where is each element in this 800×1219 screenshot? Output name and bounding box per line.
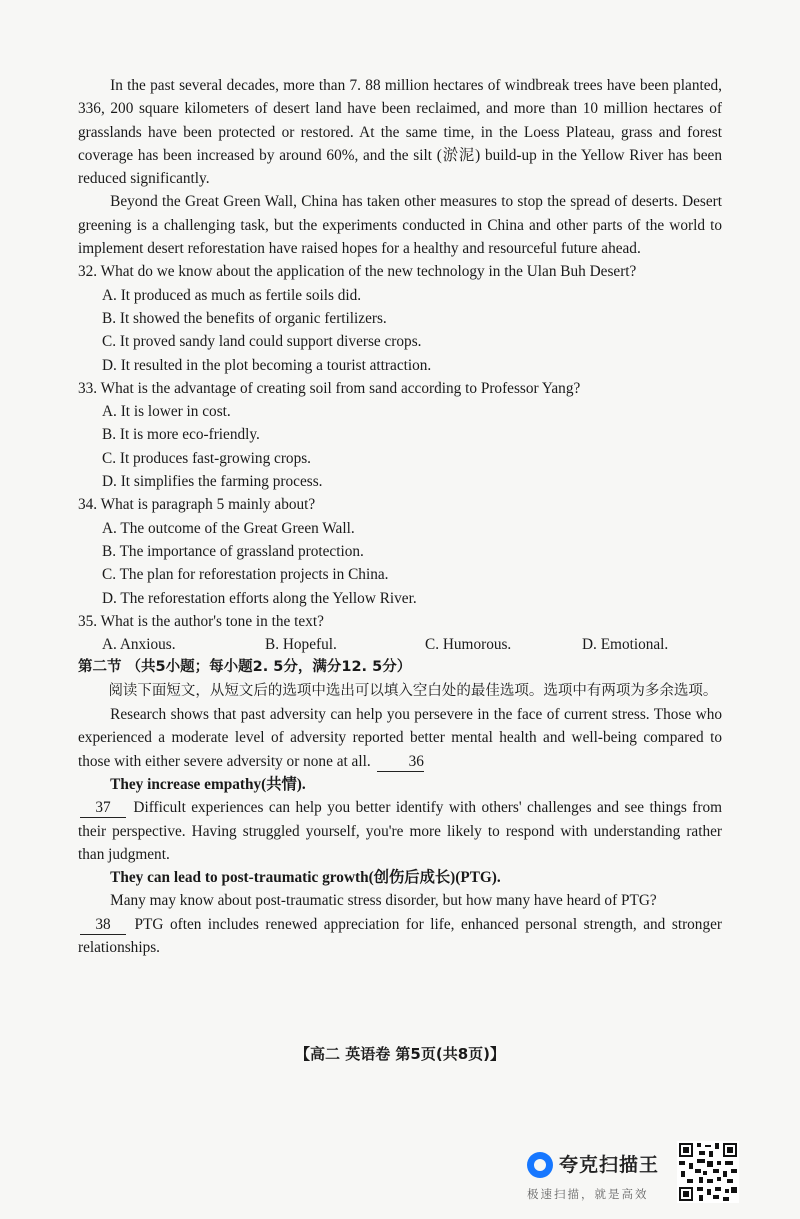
option-b: B. Hopeful. <box>265 636 337 654</box>
question-32 <box>78 260 722 376</box>
section-instruction: 阅读下面短文，从短文后的选项中选出可以填入空白处的最佳选项。选项中有两项为多余选项。 <box>108 682 718 699</box>
brand-name: 夸克扫描王 <box>559 1154 660 1176</box>
option-a: A. Anxious. <box>102 636 176 654</box>
question-stem: 32. What do we know about the application of the new technology in the Ulan Buh Desert? <box>78 263 637 281</box>
page-footer: 【高二 英语卷 第5页(共8页)】 <box>294 1045 506 1063</box>
cloze-paragraph-4 <box>78 913 722 960</box>
option-a: A. The outcome of the Great Green Wall. <box>102 519 355 537</box>
cloze-text: Research shows that past adversity can help you persevere in the face of current stress. Those who experienced a moderate level of adversity reported better mental health and well-being compared to those with either severe adversity or none at all. <box>78 706 722 770</box>
subheading-ptg: They can lead to post-traumatic growth(创伤后成长)(PTG). <box>110 869 501 887</box>
passage-paragraph-5: Beyond the Great Green Wall, China has taken other measures to stop the spread of deserts. Desert greening is a challenging task, but the experiments conducted in China and other parts of the world to implement desert reforestation have raised hopes for a healthy and resourceful future ahead. <box>78 193 722 258</box>
blank-38: 38 <box>80 916 126 935</box>
option-d: D. It simplifies the farming process. <box>102 473 323 491</box>
option-d: D. It resulted in the plot becoming a tourist attraction. <box>102 356 432 374</box>
question-stem: 35. What is the author's tone in the text? <box>78 612 324 630</box>
question-stem: 33. What is the advantage of creating soil from sand according to Professor Yang? <box>78 379 581 397</box>
section-heading: 第二节 （共5小题；每小题2. 5分，满分12. 5分） <box>78 659 412 676</box>
cloze-paragraph-1 <box>78 703 722 773</box>
option-b: B. The importance of grassland protection. <box>102 542 364 560</box>
cloze-paragraph-2 <box>78 796 722 866</box>
cloze-paragraph-3: Many may know about post-traumatic stress disorder, but how many have heard of PTG? <box>110 892 657 910</box>
cloze-text: PTG often includes renewed appreciation for life, enhanced personal strength, and stronger relationships. <box>78 915 722 956</box>
option-b: B. It showed the benefits of organic fertilizers. <box>102 309 387 327</box>
option-d: D. Emotional. <box>582 636 669 654</box>
option-d: D. The reforestation efforts along the Yellow River. <box>102 589 417 607</box>
scanner-watermark <box>525 1148 675 1204</box>
question-35 <box>78 610 722 657</box>
option-c: C. Humorous. <box>425 636 512 654</box>
question-34 <box>78 493 722 609</box>
option-a: A. It is lower in cost. <box>102 403 231 421</box>
quark-logo-icon <box>527 1152 553 1178</box>
option-b: B. It is more eco-friendly. <box>102 426 260 444</box>
cloze-text: Difficult experiences can help you better identify with others' challenges and see things from their perspective. Having struggled yourself, you're more likely to respond with understanding rather than judgment. <box>78 799 722 863</box>
option-c: C. The plan for reforestation projects in China. <box>102 566 389 584</box>
question-stem: 34. What is paragraph 5 mainly about? <box>78 496 316 514</box>
passage-paragraph-4: In the past several decades, more than 7. 88 million hectares of windbreak trees have been planted, 336, 200 square kilometers of desert land have been reclaimed, and more than 10 million hectares of grasslands have been protected or restored. At the same time, in the Loess Plateau, grass and forest coverage has been increased by around 60%, and the silt (淤泥) build-up in the Yellow River has been reduced significantly. <box>78 77 722 188</box>
option-c: C. It proved sandy land could support diverse crops. <box>102 333 422 351</box>
question-33 <box>78 377 722 493</box>
blank-37: 37 <box>80 799 126 818</box>
option-c: C. It produces fast-growing crops. <box>102 449 312 467</box>
brand-slogan: 极速扫描，就是高效 <box>527 1187 649 1201</box>
subheading-empathy: They increase empathy(共情). <box>110 775 306 793</box>
option-row <box>78 633 722 656</box>
exam-page <box>78 74 722 959</box>
qr-code-icon <box>677 1141 739 1203</box>
option-a: A. It produced as much as fertile soils did. <box>102 286 362 304</box>
blank-36: 36 <box>377 753 424 772</box>
